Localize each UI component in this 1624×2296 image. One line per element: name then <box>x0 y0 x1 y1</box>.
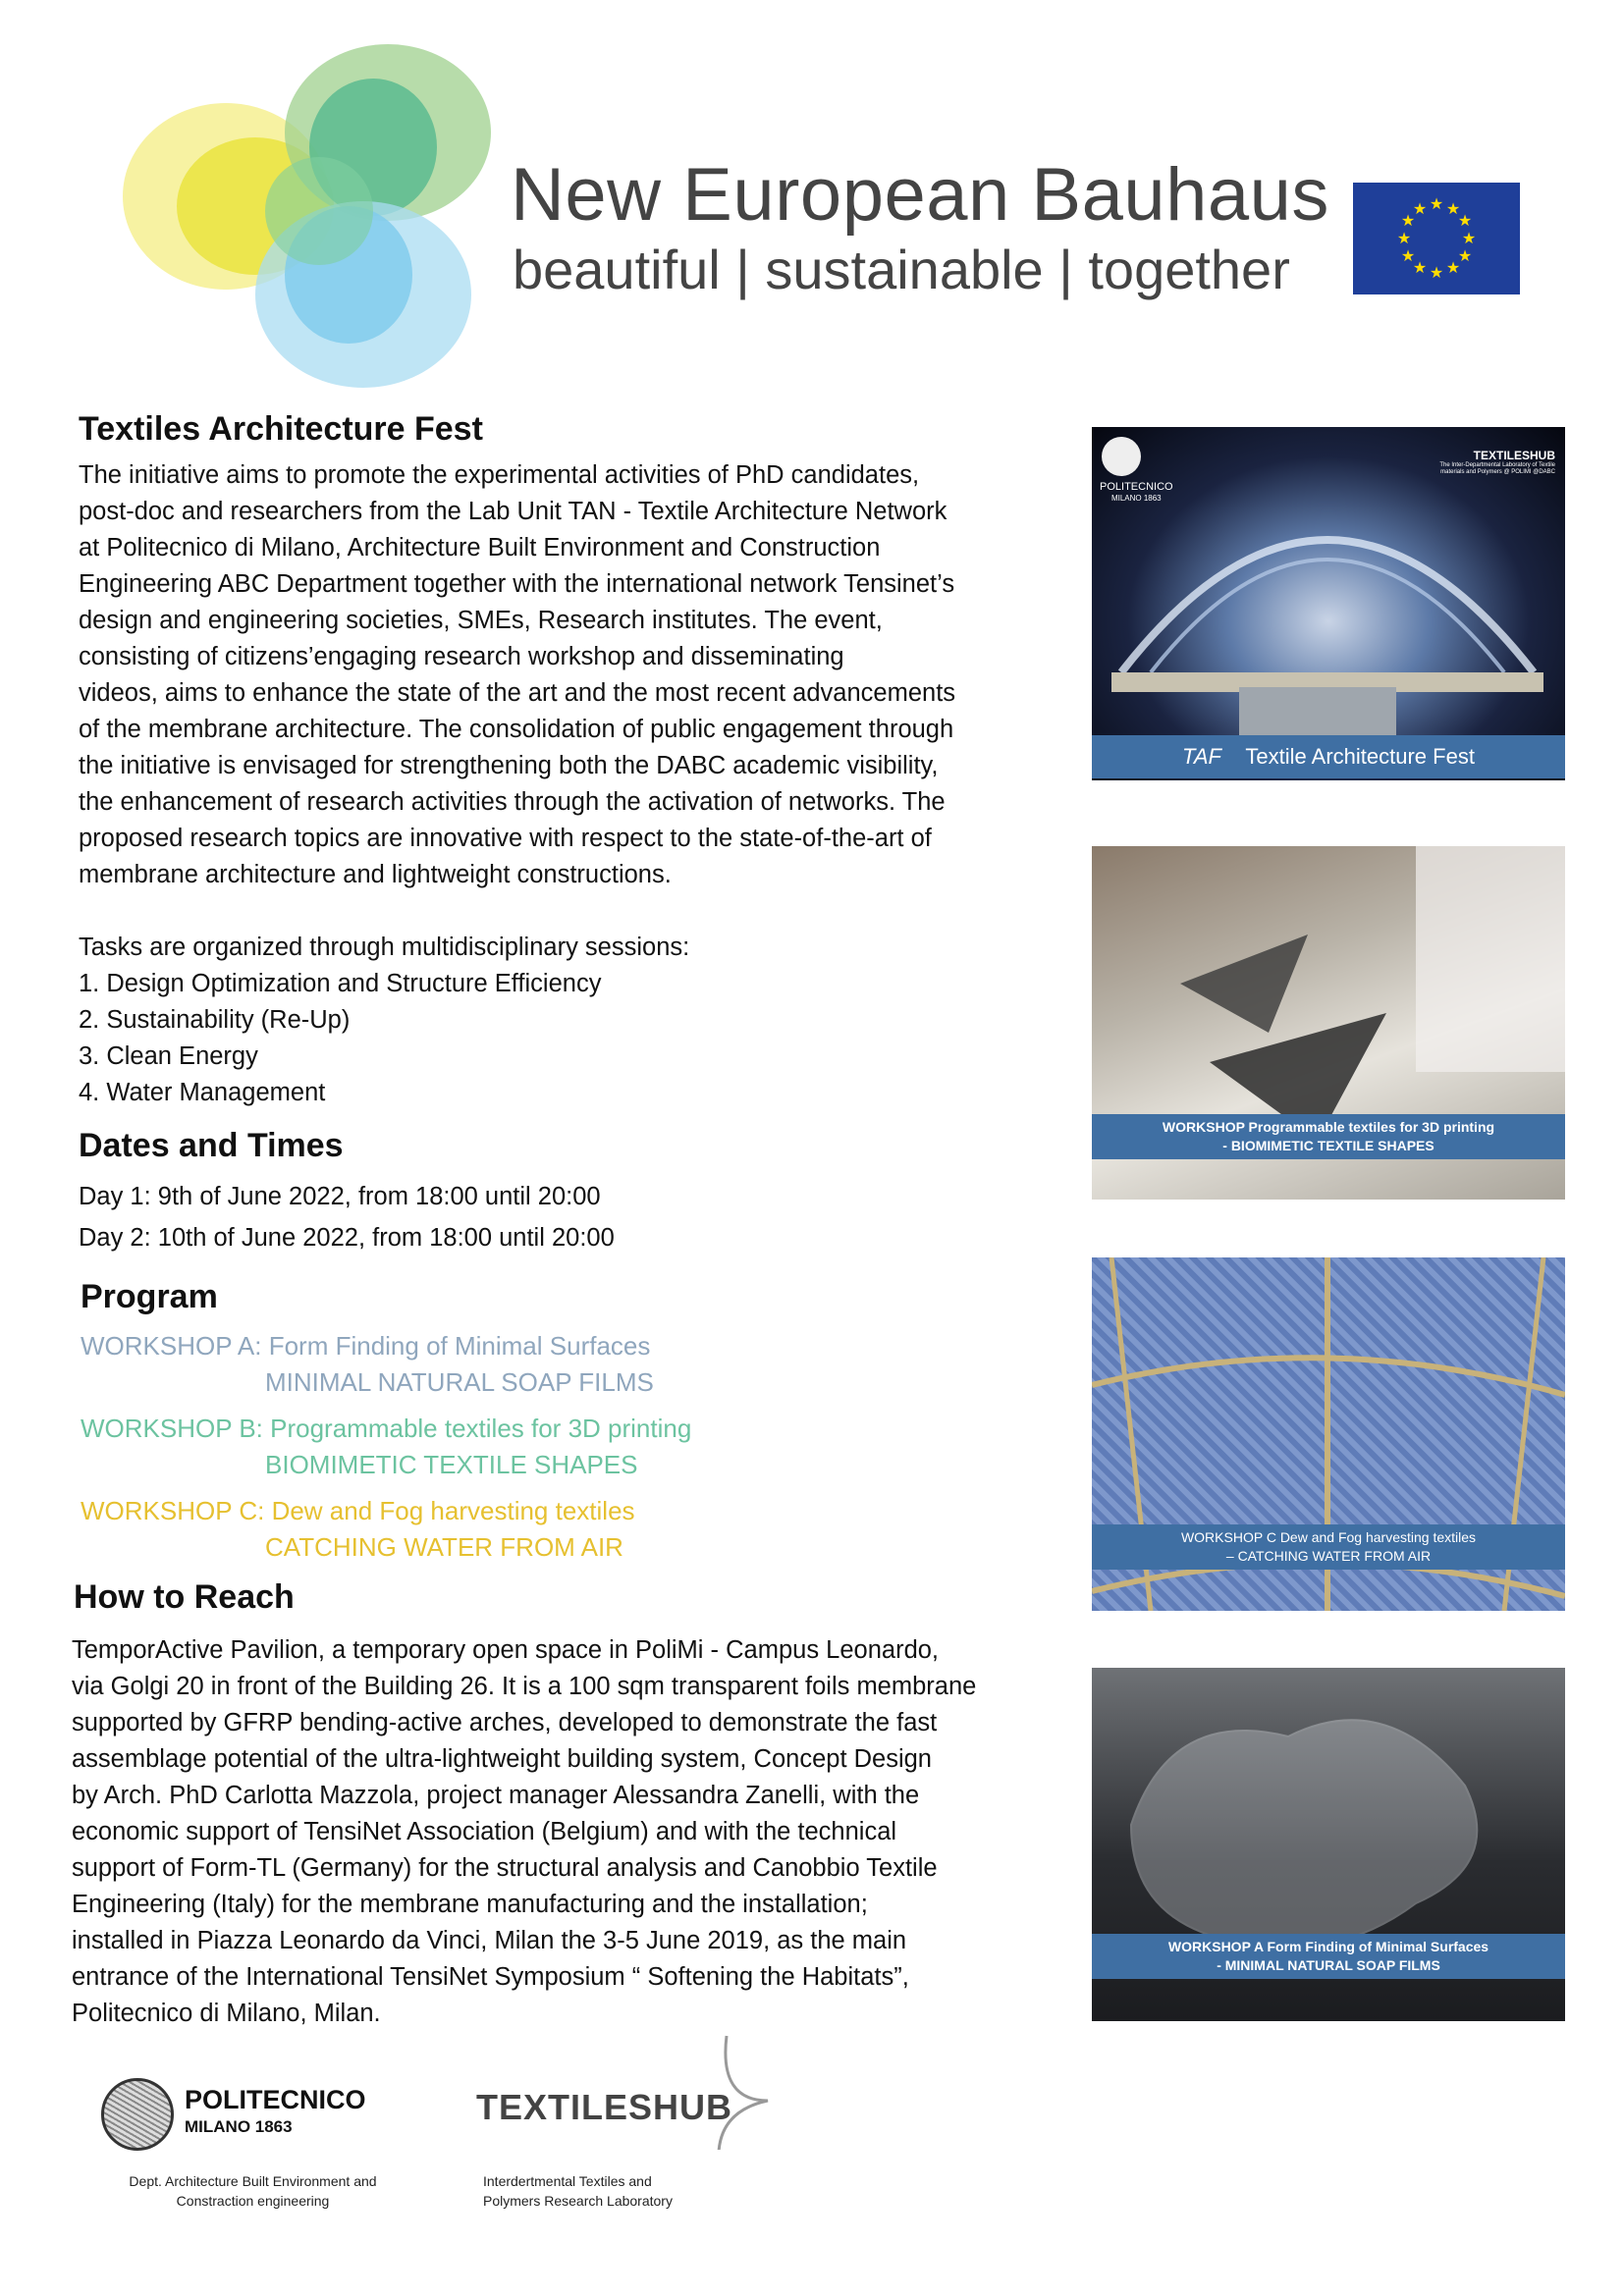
text-line: installed in Piazza Leonardo da Vinci, Milan the 3-5 June 2019, as the main <box>72 1927 907 1954</box>
text-line: Politecnico di Milano, Milan. <box>72 2000 381 2027</box>
caption-tag: TAF <box>1182 744 1221 769</box>
photo-workshop-c <box>1092 1257 1565 1611</box>
task-item: 4. Water Management <box>79 1079 326 1106</box>
svg-text:★: ★ <box>1400 246 1416 265</box>
workshop-subtitle: MINIMAL NATURAL SOAP FILMS <box>265 1367 654 1397</box>
task-item: 3. Clean Energy <box>79 1042 258 1070</box>
photo-caption <box>1092 1934 1565 1979</box>
photo-workshop-b <box>1092 846 1565 1200</box>
polimi-caption: Dept. Architecture Built Environment and <box>129 2173 377 2189</box>
svg-text:★: ★ <box>1412 258 1428 277</box>
text-line: Engineering ABC Department together with the international network Tensinet’s <box>79 570 955 598</box>
hub-name: TEXTILESHUB <box>476 2087 733 2127</box>
workshop-subtitle: CATCHING WATER FROM AIR <box>265 1532 623 1562</box>
svg-text:★: ★ <box>1429 263 1444 282</box>
svg-text:★: ★ <box>1445 258 1461 277</box>
text-line: the enhancement of research activities through the activation of networks. The <box>79 788 946 816</box>
polimi-name: POLITECNICO <box>185 2085 366 2114</box>
program-list <box>81 1328 691 1566</box>
text-line: consisting of citizens’engaging research workshop and disseminating <box>79 643 844 670</box>
tasks-intro: Tasks are organized through multidisciplinary sessions: <box>79 934 690 961</box>
date-item: Day 2: 10th of June 2022, from 18:00 until 20:00 <box>79 1224 615 1252</box>
photo-pavilion <box>1092 427 1565 780</box>
workshop-b <box>81 1411 691 1483</box>
workshop-label: WORKSHOP C: <box>81 1496 265 1525</box>
photo-logo-left-sub: MILANO 1863 <box>1110 494 1162 503</box>
text-line: Engineering (Italy) for the membrane manufacturing and the installation; <box>72 1891 868 1918</box>
polimi-sub: MILANO 1863 <box>185 2117 293 2136</box>
text-line: assemblage potential of the ultra-lightweight building system, Concept Design <box>72 1745 932 1773</box>
svg-text:★: ★ <box>1461 229 1477 247</box>
text-line: proposed research topics are innovative with respect to the state-of-the-art of <box>79 825 932 852</box>
caption-line: WORKSHOP Programmable textiles for 3D printing <box>1162 1119 1495 1135</box>
caption-line: - MINIMAL NATURAL SOAP FILMS <box>1217 1957 1440 1973</box>
polimi-caption: Constraction engineering <box>176 2193 330 2209</box>
workshop-subtitle: BIOMIMETIC TEXTILE SHAPES <box>265 1450 638 1479</box>
text-line: membrane architecture and lightweight constructions. <box>79 861 672 888</box>
text-line: by Arch. PhD Carlotta Mazzola, project manager Alessandra Zanelli, with the <box>72 1782 920 1809</box>
workshop-a <box>81 1328 691 1401</box>
text-line: of the membrane architecture. The consolidation of public engagement through <box>79 716 954 743</box>
text-line: TemporActive Pavilion, a temporary open space in PoliMi - Campus Leonardo, <box>72 1636 940 1664</box>
intro-paragraph <box>79 457 955 1111</box>
header-title: New European Bauhaus <box>511 153 1329 237</box>
svg-text:★: ★ <box>1400 211 1416 230</box>
workshop-title: Programmable textiles for 3D printing <box>270 1414 692 1443</box>
text-line: supported by GFRP bending-active arches, developed to demonstrate the fast <box>72 1709 938 1736</box>
text-line: at Politecnico di Milano, Architecture Built Environment and Construction <box>79 534 881 561</box>
text-line: via Golgi 20 in front of the Building 26. It is a 100 sqm transparent foils membrane <box>72 1673 977 1700</box>
task-item: 1. Design Optimization and Structure Efficiency <box>79 970 602 997</box>
svg-text:★: ★ <box>1412 199 1428 218</box>
text-line: design and engineering societies, SMEs, Research institutes. The event, <box>79 607 883 634</box>
hub-caption: Interdertmental Textiles and <box>483 2173 652 2189</box>
workshop-title: Form Finding of Minimal Surfaces <box>268 1331 651 1361</box>
photo-logo-left: POLITECNICO <box>1100 481 1173 493</box>
intro-heading: Textiles Architecture Fest <box>79 410 483 448</box>
date-item: Day 1: 9th of June 2022, from 18:00 until 20:00 <box>79 1183 601 1210</box>
workshop-title: Dew and Fog harvesting textiles <box>271 1496 635 1525</box>
program-heading: Program <box>81 1278 218 1315</box>
svg-text:★: ★ <box>1445 199 1461 218</box>
caption-line: WORKSHOP A Form Finding of Minimal Surfaces <box>1167 1939 1489 1954</box>
svg-text:★: ★ <box>1396 229 1412 247</box>
text-line: The initiative aims to promote the experimental activities of PhD candidates, <box>79 461 920 489</box>
eu-flag-icon <box>1353 183 1520 294</box>
polimi-seal-icon <box>101 2078 174 2151</box>
photo-logo-right-sub: The Inter-Departmental Laboratory of Textile materials and Polymers @ POLIMI @DABC <box>1439 462 1555 475</box>
text-line: entrance of the International TensiNet Symposium “ Softening the Habitats”, <box>72 1963 909 1991</box>
caption-line: - BIOMIMETIC TEXTILE SHAPES <box>1222 1138 1435 1153</box>
workshop-label: WORKSHOP B: <box>81 1414 263 1443</box>
text-line: support of Form-TL (Germany) for the structural analysis and Canobbio Textile <box>72 1854 938 1882</box>
text-line: videos, aims to enhance the state of the art and the most recent advancements <box>79 679 956 707</box>
text-line: the initiative is envisaged for strengthening both the DABC academic visibility, <box>79 752 939 779</box>
text-line: economic support of TensiNet Association (Belgium) and with the technical <box>72 1818 897 1845</box>
reach-heading: How to Reach <box>74 1578 295 1616</box>
hub-caption: Polymers Research Laboratory <box>483 2193 673 2209</box>
svg-text:★: ★ <box>1457 211 1473 230</box>
text-line: post-doc and researchers from the Lab Unit TAN - Textile Architecture Network <box>79 498 947 525</box>
photo-caption <box>1092 1524 1565 1570</box>
neb-logo-icon <box>108 25 520 398</box>
caption-text: Textile Architecture Fest <box>1245 744 1475 769</box>
photo-workshop-a <box>1092 1668 1565 2021</box>
photo-caption <box>1092 735 1565 778</box>
caption-line: WORKSHOP C Dew and Fog harvesting textiles <box>1180 1529 1477 1545</box>
workshop-label: WORKSHOP A: <box>81 1331 262 1361</box>
task-item: 2. Sustainability (Re-Up) <box>79 1006 351 1034</box>
caption-line: – CATCHING WATER FROM AIR <box>1225 1548 1432 1564</box>
reach-paragraph <box>72 1632 976 2032</box>
polimi-seal-icon <box>1102 437 1141 476</box>
dates-heading: Dates and Times <box>79 1127 344 1164</box>
header-subtitle: beautiful | sustainable | together <box>513 239 1290 300</box>
photo-caption <box>1092 1114 1565 1159</box>
svg-text:★: ★ <box>1429 194 1444 213</box>
photo-logo-right: TEXTILESHUB <box>1473 449 1555 462</box>
svg-text:★: ★ <box>1457 246 1473 265</box>
workshop-c <box>81 1493 691 1566</box>
